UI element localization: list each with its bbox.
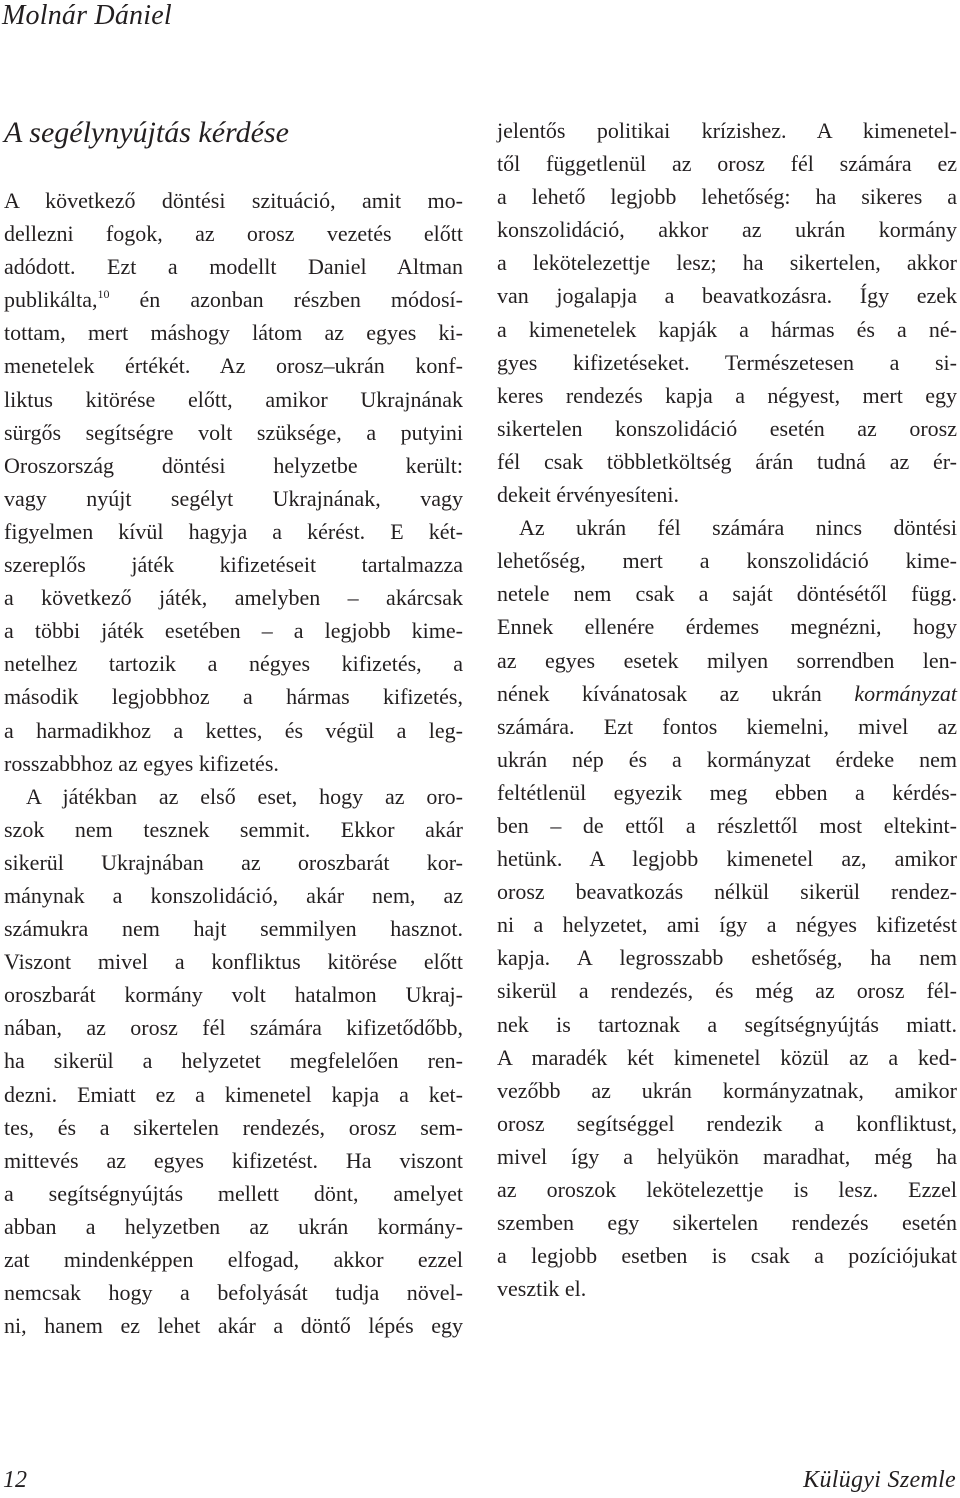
text-line: a legjobb esetben is csak a pozíciójukat xyxy=(497,1243,957,1269)
text-line: az oroszok lekötelezettje is lesz. Ezzel xyxy=(497,1177,957,1202)
page-number: 12 xyxy=(3,1467,27,1493)
text-line: orosz beavatkozás nélkül sikerül rendez- xyxy=(497,879,957,905)
text-fragment: publikálta, xyxy=(4,287,98,313)
paragraph-start-line: Az ukrán fél számára nincs döntési xyxy=(519,515,957,541)
text-line: A következő döntési szituáció, amit mo- xyxy=(4,188,463,213)
left-column xyxy=(4,184,463,1342)
section-title: A segélynyújtás kérdése xyxy=(4,116,289,149)
text-line: mánynak a konszolidáció, akár nem, az xyxy=(4,882,463,908)
text-line: oroszbarát kormány volt hatalmon Ukraj- xyxy=(4,982,463,1008)
text-line: Oroszország döntési helyzetbe került: xyxy=(4,452,463,478)
text-line: fél csak többletköltség árán tudná az ér- xyxy=(497,448,957,474)
emphasized-word: kormányzat xyxy=(854,680,957,706)
text-line: a lekötelezettje lesz; ha sikertelen, akkor xyxy=(497,250,957,276)
text-fragment: nének kívánatosak az ukrán xyxy=(497,680,855,706)
text-line: szemben egy sikertelen rendezés esetén xyxy=(497,1210,957,1236)
text-line: tottam, mert máshogy látom az egyes ki- xyxy=(4,320,463,346)
text-line: nek is tartoznak a segítségnyújtás miatt. xyxy=(497,1011,957,1037)
text-line: től függetlenül az orosz fél számára ez xyxy=(497,151,957,177)
text-line: keres rendezés kapja a négyest, mert egy xyxy=(497,382,957,408)
text-line: figyelmen kívül hagyja a kérést. E két- xyxy=(4,518,463,544)
text-line: az egyes esetek milyen sorrendben len- xyxy=(497,647,957,673)
text-line: a lehető legjobb lehetőség: ha sikeres a xyxy=(497,184,957,210)
text-line: sikerül a rendezés, és még az orosz fél- xyxy=(497,978,957,1004)
text-line-with-footnote xyxy=(4,283,463,316)
text-line: van jogalapja a beavatkozásra. Így ezek xyxy=(497,283,957,309)
text-line: a többi játék esetében – a legjobb kime- xyxy=(4,618,463,644)
text-line: számára. Ezt fontos kiemelni, mivel az xyxy=(497,713,957,739)
text-line: gyes kifizetéseket. Természetesen a si- xyxy=(497,349,957,375)
text-line: abban a helyzetben az ukrán kormány- xyxy=(4,1213,463,1239)
text-line: tes, és a sikertelen rendezés, orosz sem- xyxy=(4,1114,463,1140)
text-line: a következő játék, amelyben – akárcsak xyxy=(4,585,463,611)
text-line: vesztik el. xyxy=(497,1276,587,1302)
text-line: kapja. A legrosszabb eshetőség, ha nem xyxy=(497,945,957,971)
text-line: netelhez tartozik a négyes kifizetés, a xyxy=(4,651,463,677)
text-line: Viszont mivel a konfliktus kitörése előtt xyxy=(4,949,463,975)
text-line: vagy nyújt segélyt Ukrajnának, vagy xyxy=(4,485,463,511)
text-line: rosszabbhoz az egyes kifizetés. xyxy=(4,750,279,776)
paragraph-start-line: A játékban az első eset, hogy az oro- xyxy=(26,783,463,809)
text-line: ni, hanem ez lehet akár a döntő lépés egy xyxy=(4,1313,463,1339)
footnote-reference: 10 xyxy=(97,287,110,302)
text-line: adódott. Ezt a modellt Daniel Altman xyxy=(4,254,463,280)
text-line: számukra nem hajt semmilyen hasznot. xyxy=(4,916,463,942)
text-fragment: én azonban részben módosí- xyxy=(109,287,463,313)
text-line: liktus kitörése előtt, amikor Ukrajnának xyxy=(4,386,463,412)
text-line: szok nem tesznek semmit. Ekkor akár xyxy=(4,816,463,842)
text-line: sikerül Ukrajnában az oroszbarát kor- xyxy=(4,849,463,875)
text-line: konszolidáció, akkor az ukrán kormány xyxy=(497,217,957,243)
running-head-author: Molnár Dániel xyxy=(2,0,172,31)
text-line: ni a helyzetet, ami így a négyes kifizetést xyxy=(497,912,957,938)
text-line: hetünk. A legjobb kimenetel az, amikor xyxy=(497,846,957,872)
text-line: feltétlenül egyezik meg ebben a kérdés- xyxy=(497,779,957,805)
text-line: mittevés az egyes kifizetést. Ha viszont xyxy=(4,1147,463,1173)
text-line: dellezni fogok, az orosz vezetés előtt xyxy=(4,221,463,247)
text-line: orosz segítséggel rendezik a konfliktust, xyxy=(497,1110,957,1136)
text-line: nemcsak hogy a befolyását tudja növel- xyxy=(4,1280,463,1306)
right-column xyxy=(497,114,957,1305)
text-line: ukrán nép és a kormányzat érdeke nem xyxy=(497,746,957,772)
text-line: dekeit érvényesíteni. xyxy=(497,482,680,508)
text-line: dezni. Emiatt ez a kimenetel kapja a ket- xyxy=(4,1081,463,1107)
text-line-with-emphasis xyxy=(497,677,957,710)
text-line: menetelek értékét. Az orosz–ukrán konf- xyxy=(4,353,463,379)
text-line: Ennek ellenére érdemes megnézni, hogy xyxy=(497,614,957,640)
text-line: netele nem csak a saját döntésétől függ. xyxy=(497,581,957,607)
text-line: második legjobbhoz a hármas kifizetés, xyxy=(4,684,463,710)
text-line: sikertelen konszolidáció esetén az orosz xyxy=(497,415,957,441)
text-line: ha sikerül a helyzetet megfelelően ren- xyxy=(4,1048,463,1074)
text-line: A maradék két kimenetel közül az a ked- xyxy=(497,1044,957,1070)
journal-name: Külügyi Szemle xyxy=(803,1467,956,1493)
text-line: a segítségnyújtás mellett dönt, amelyet xyxy=(4,1180,463,1206)
text-line: lehetőség, mert a konszolidáció kime- xyxy=(497,548,957,574)
text-line: mivel így a helyükön maradhat, még ha xyxy=(497,1143,957,1169)
text-line: a harmadikhoz a kettes, és végül a leg- xyxy=(4,717,463,743)
text-line: ben – de ettől a részlettől most eltekint- xyxy=(497,812,957,838)
text-line: szereplős játék kifizetéseit tartalmazza xyxy=(4,552,463,578)
text-line: vezőbb az ukrán kormányzatnak, amikor xyxy=(497,1077,957,1103)
text-line: sürgős segítségre volt szüksége, a putyini xyxy=(4,419,463,445)
text-line: a kimenetelek kapják a hármas és a né- xyxy=(497,316,957,342)
text-line: nában, az orosz fél számára kifizetődőbb, xyxy=(4,1015,463,1041)
text-line: jelentős politikai krízishez. A kimenetel- xyxy=(497,118,957,143)
text-line: zat mindenképpen elfogad, akkor ezzel xyxy=(4,1247,463,1272)
